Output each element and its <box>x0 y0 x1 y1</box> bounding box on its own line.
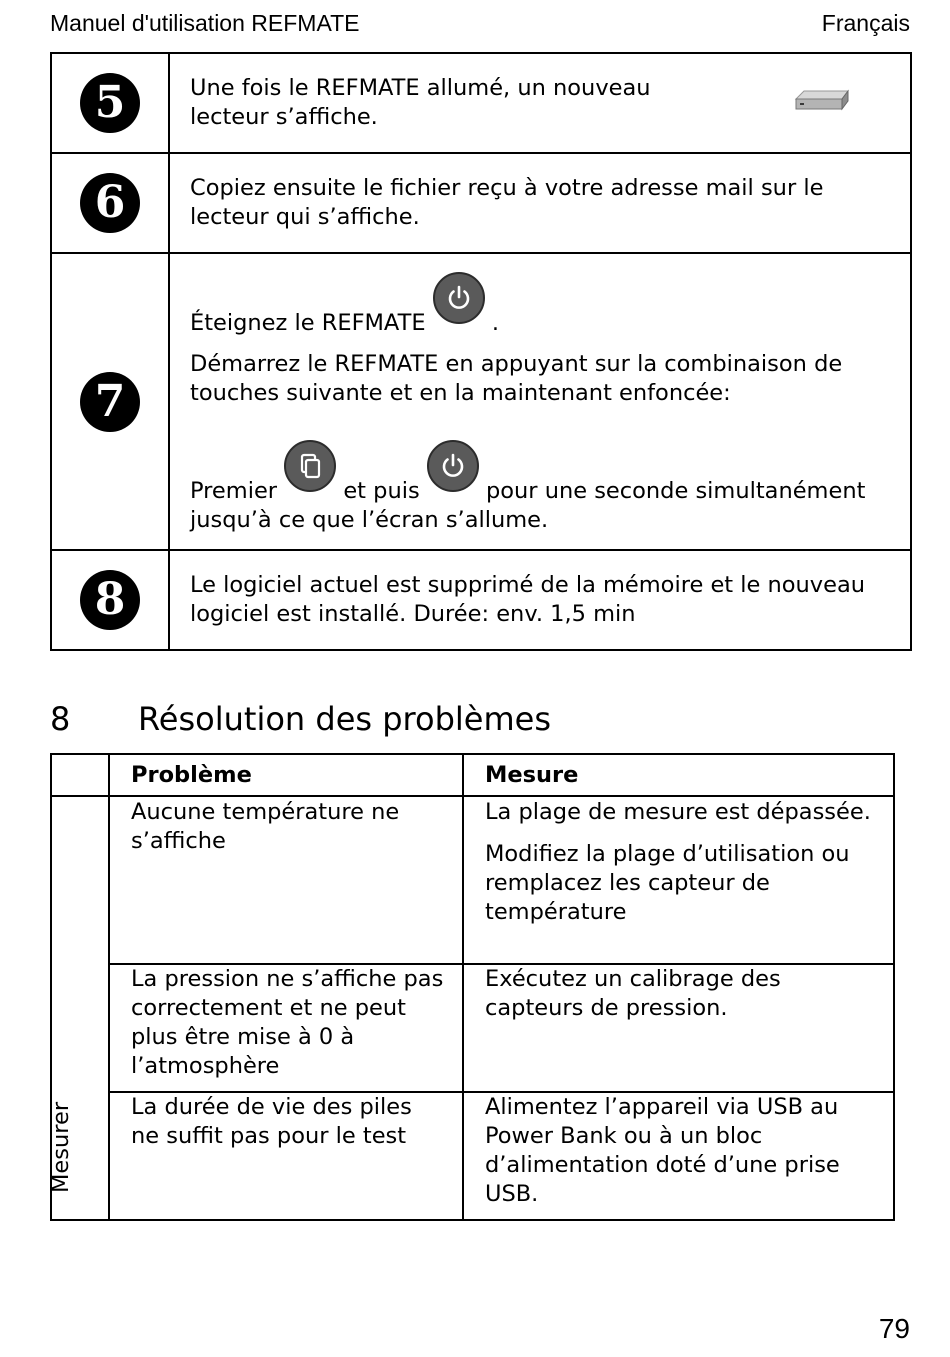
step-number: 8 <box>80 570 140 630</box>
step-row <box>51 253 911 550</box>
step-row <box>51 53 911 153</box>
problem-cell: Aucune température ne s’affiche <box>131 799 400 854</box>
step-text: Copiez ensuite le fichier reçu à votre adresse mail sur le lecteur qui s’affiche. <box>169 153 911 253</box>
table-row <box>51 796 894 964</box>
page-number: 79 <box>878 1313 910 1344</box>
drive-icon <box>792 89 850 125</box>
section-title: Résolution des problèmes <box>138 700 551 738</box>
table-row <box>51 964 894 1092</box>
step-text: Le logiciel actuel est supprimé de la mémoire et le nouveau logiciel est installé. Durée: env. 1,5 min <box>169 550 911 650</box>
measure-cell: Modifiez la plage d’utilisation ou remplacez les capteur de température <box>485 841 850 925</box>
step-text: Une fois le REFMATE allumé, un nouveau lecteur s’affiche. <box>190 75 651 130</box>
power-button-icon <box>427 440 479 492</box>
step-number: 5 <box>80 73 140 133</box>
column-header-problem: Problème <box>109 754 463 796</box>
step-text: Premier et puis pour une seconde simultanément jusqu’à ce que l’écran s’allume. <box>190 454 888 535</box>
copy-button-icon <box>284 440 336 492</box>
section-number: 8 <box>50 700 71 738</box>
header-language: Français <box>821 10 910 36</box>
power-button-icon <box>433 272 485 324</box>
step-row <box>51 550 911 650</box>
steps-table <box>50 52 912 651</box>
table-row <box>51 1092 894 1220</box>
step-number: 6 <box>80 173 140 233</box>
table-header-row <box>51 754 894 796</box>
troubleshooting-table <box>50 753 895 1221</box>
group-label: Mesurer <box>48 1101 74 1193</box>
measure-cell: Exécutez un calibrage des capteurs de pression. <box>485 966 781 1021</box>
section-heading <box>50 700 551 738</box>
group-cell <box>48 796 109 1220</box>
header-title: Manuel d'utilisation REFMATE <box>50 10 360 36</box>
measure-cell: La plage de mesure est dépassée. <box>485 799 871 825</box>
step-text: Éteignez le REFMATE . <box>190 286 888 338</box>
problem-cell: La pression ne s’affiche pas correctement et ne peut plus être mise à 0 à l’atmosphère <box>131 966 444 1079</box>
problem-cell: La durée de vie des piles ne suffit pas pour le test <box>131 1094 412 1149</box>
measure-cell: Alimentez l’appareil via USB au Power Bank ou à un bloc d’alimentation doté d’une prise USB. <box>485 1094 840 1207</box>
step-row <box>51 153 911 253</box>
step-number: 7 <box>80 372 140 432</box>
column-header-measure: Mesure <box>463 754 894 796</box>
step-text: Démarrez le REFMATE en appuyant sur la combinaison de touches suivante et en la maintenant enfoncée: <box>190 351 843 406</box>
